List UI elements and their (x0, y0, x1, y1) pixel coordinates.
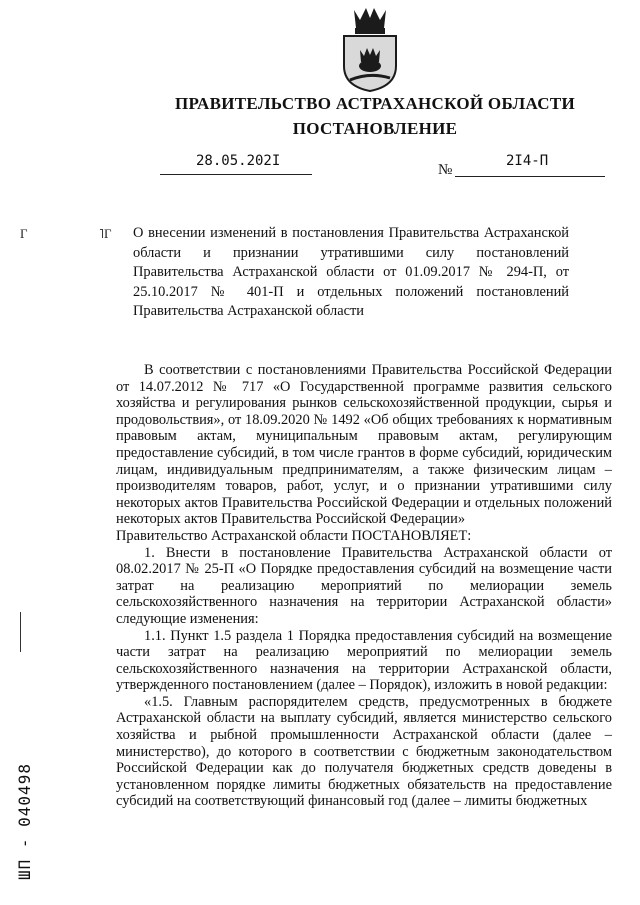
document-type-title: ПОСТАНОВЛЕНИЕ (292, 119, 458, 138)
coat-of-arms-emblem (340, 6, 400, 92)
item-1-paragraph: 1. Внести в постановление Правительства Астраханской области от 08.02.2017 № 25-П «О Порядке предоставления субсидий на возмещение части затрат на реализацию мероприятий по мелиорации земель сельскохозяйственного назначения на территории Астраханской области» следующие изменения: (116, 544, 612, 627)
document-body (116, 362, 612, 810)
left-corner-mark: Г (20, 226, 28, 241)
item-1-1-paragraph: 1.1. Пункт 1.5 раздела 1 Порядка предоставления субсидий на возмещение части затрат на реализацию мероприятий по мелиорации земель сельскохозяйственного назначения на территории Астраханской области, утвержденного постановлением (далее – Порядок), изложить в новой редакции: (116, 627, 612, 694)
resolution-paragraph: Правительство Астраханской области ПОСТАНОВЛЯЕТ: (116, 527, 472, 544)
document-date: 28.05.202I (196, 153, 281, 169)
date-underline (160, 174, 312, 175)
side-serial-code: ШП - 040498 (15, 763, 34, 880)
document-subject: О внесении изменений в постановления Правительства Астраханской области и признании утратившими силу постановлений Правительства Астраханской области от 01.09.2017 № 294-П, от 25.10.2017 № 401-П и отдельных положений постановлений Правительства Астраханской области (133, 225, 569, 319)
subject-corner-mark: ˥Г (99, 226, 112, 241)
number-underline (455, 176, 605, 177)
margin-tick (20, 612, 21, 652)
document-number: 2I4-П (506, 153, 549, 169)
item-1-5-paragraph: «1.5. Главным распорядителем средств, предусмотренных в бюджете Астраханской области на выплату субсидий, является министерство сельского хозяйства и рыбной промышленности Астраханской области (далее – министерство), до которого в соответствии с бюджетным законодательством Российской Федерации как до получателя бюджетных средств доведены в установленном порядке лимиты бюджетных обязательств на предоставление субсидий на соответствующий финансовый год (далее – лимиты бюджетных (116, 693, 612, 810)
preamble-paragraph: В соответствии с постановлениями Правительства Российской Федерации от 14.07.2012 № 717 «О Государственной программе развития сельского хозяйства и регулирования рынков сельскохозяйственной продукции, сырья и продовольствия», от 18.09.2020 № 1492 «Об общих требованиях к нормативным правовым актам, муниципальным правовым актам, регулирующим предоставление субсидий, в том числе грантов в форме субсидий, юридическим лицам, индивидуальным предпринимателям, а также физическим лицам – производителям товаров, работ, услуг, и о признании утратившими силу некоторых актов Правительства Российской Федерации и отдельных положений некоторых актов Правительства Российской Федерации» (116, 362, 612, 528)
number-label: № (438, 162, 453, 178)
government-title: ПРАВИТЕЛЬСТВО АСТРАХАНСКОЙ ОБЛАСТИ (175, 94, 575, 113)
